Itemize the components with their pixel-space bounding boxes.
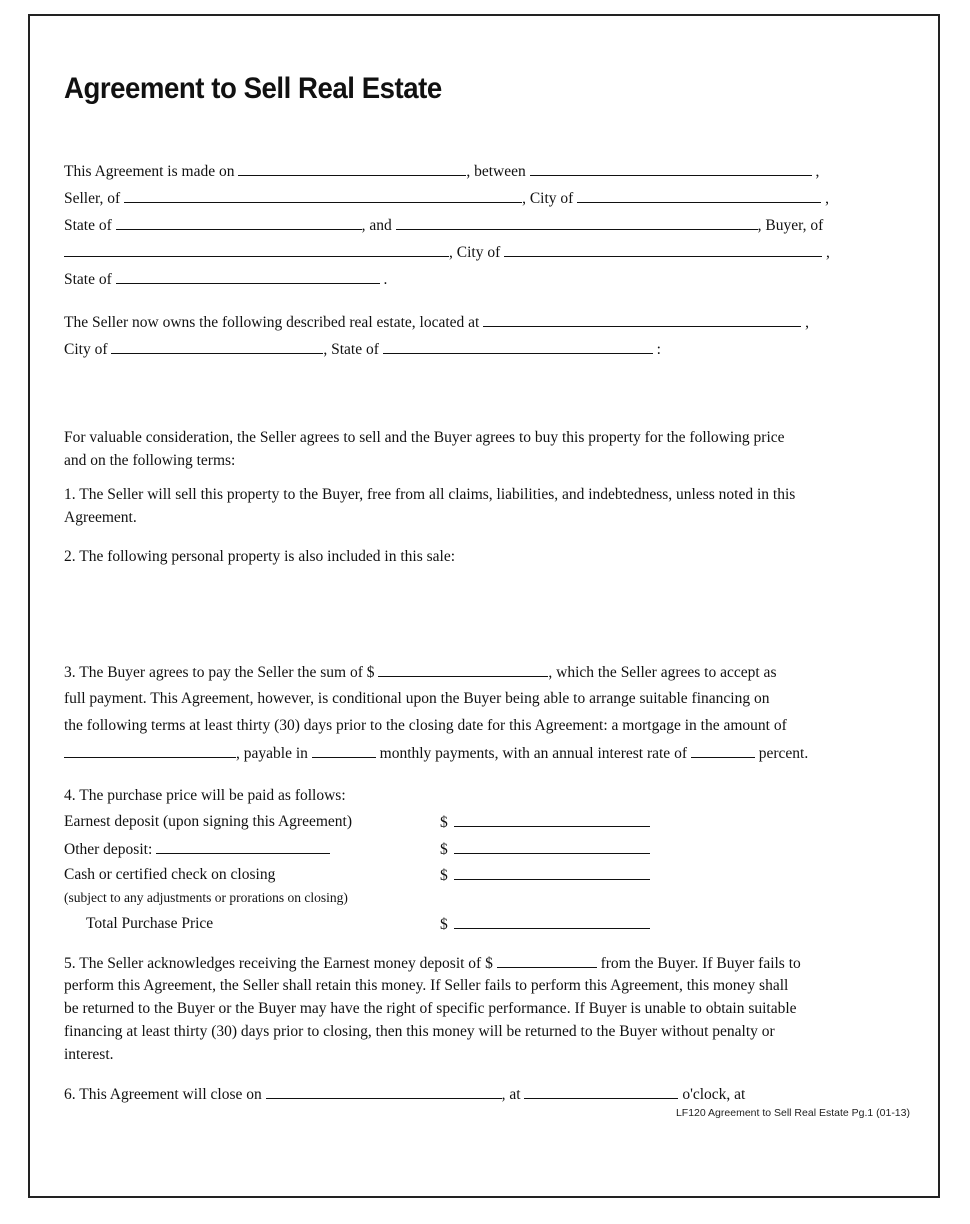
monthly-payments-count-field[interactable] <box>312 743 376 758</box>
buyer-state-field[interactable] <box>116 269 380 284</box>
buyer-name-field[interactable] <box>396 215 758 230</box>
buyer-city-field[interactable] <box>504 242 822 257</box>
total-price-amount: $ <box>440 914 650 935</box>
total-price-field[interactable] <box>454 914 650 929</box>
interest-rate-field[interactable] <box>691 743 755 758</box>
purchase-sum-field[interactable] <box>378 662 548 677</box>
cash-closing-note: (subject to any adjustments or prorations on closing) <box>64 890 348 905</box>
clause4-heading: 4. The purchase price will be paid as follows: <box>64 787 346 804</box>
seller-address-field[interactable] <box>124 188 522 203</box>
total-price-label: Total Purchase Price <box>86 915 214 932</box>
earnest-deposit-amount: $ <box>440 812 650 833</box>
closing-date-field[interactable] <box>266 1084 502 1099</box>
clause5-line-1: 5. The Seller acknowledges receiving the Earnest money deposit of $ from the Buyer. If Buyer fails to <box>64 955 801 972</box>
mortgage-amount-field[interactable] <box>64 743 236 758</box>
parties-line-3: State of , and , Buyer, of <box>64 217 824 234</box>
property-state-field[interactable] <box>383 339 653 354</box>
clause1-line-2: Agreement. <box>64 509 137 526</box>
clause5-line-5: interest. <box>64 1046 114 1063</box>
clause3-line-4: , payable in monthly payments, with an annual interest rate of percent. <box>64 743 808 764</box>
agreement-date-field[interactable] <box>238 161 466 176</box>
property-line-2: City of , State of : <box>64 341 661 358</box>
parties-line-1: This Agreement is made on , between , <box>64 163 820 180</box>
other-deposit-description-field[interactable] <box>156 839 330 854</box>
clause3-line-3: the following terms at least thirty (30) days prior to the closing date for this Agreement: a mortgage in the amount of <box>64 717 787 734</box>
clause1-line-1: 1. The Seller will sell this property to the Buyer, free from all claims, liabilities, and indebtedness, unless noted in this <box>64 486 796 503</box>
clause5-line-2: perform this Agreement, the Seller shall retain this money. If Seller fails to perform this Agreement, this money shall <box>64 977 789 994</box>
seller-name-field[interactable] <box>530 161 812 176</box>
clause3-line-1: 3. The Buyer agrees to pay the Seller the sum of $ , which the Seller agrees to accept as <box>64 664 777 681</box>
other-deposit-row: Other deposit: <box>64 839 330 860</box>
personal-property-area[interactable] <box>64 572 874 652</box>
seller-state-field[interactable] <box>116 215 362 230</box>
property-location-field[interactable] <box>483 312 801 327</box>
other-deposit-field[interactable] <box>454 839 650 854</box>
clause6-line-1: 6. This Agreement will close on , at o'clock, at <box>64 1086 746 1103</box>
parties-line-4: , City of , <box>64 242 830 263</box>
earnest-deposit-label: Earnest deposit (upon signing this Agreement) <box>64 813 352 830</box>
clause3-line-2: full payment. This Agreement, however, is conditional upon the Buyer being able to arrange suitable financing on <box>64 690 770 707</box>
buyer-address-field[interactable] <box>64 242 449 257</box>
parties-line-5: State of . <box>64 271 388 288</box>
cash-closing-amount: $ <box>440 865 650 886</box>
seller-city-field[interactable] <box>577 188 821 203</box>
clause2-line-1: 2. The following personal property is also included in this sale: <box>64 548 456 565</box>
property-line-1: The Seller now owns the following described real estate, located at , <box>64 314 809 331</box>
earnest-deposit-field[interactable] <box>454 812 650 827</box>
other-deposit-amount: $ <box>440 839 650 860</box>
consideration-line-2: and on the following terms: <box>64 452 236 469</box>
document-title: Agreement to Sell Real Estate <box>64 72 442 105</box>
cash-closing-label: Cash or certified check on closing <box>64 866 276 883</box>
clause5-line-3: be returned to the Buyer or the Buyer may have the right of specific performance. If Buyer is unable to obtain suitable <box>64 1000 797 1017</box>
form-footer: LF120 Agreement to Sell Real Estate Pg.1 (01-13) <box>675 1107 910 1119</box>
parties-line-2: Seller, of , City of , <box>64 190 829 207</box>
consideration-line-1: For valuable consideration, the Seller agrees to sell and the Buyer agrees to buy this property for the following price <box>64 429 785 446</box>
earnest-money-received-field[interactable] <box>497 953 597 968</box>
cash-closing-field[interactable] <box>454 865 650 880</box>
closing-time-field[interactable] <box>524 1084 678 1099</box>
clause5-line-4: financing at least thirty (30) days prior to closing, then this money will be returned to the Buyer without penalty or <box>64 1023 775 1040</box>
property-city-field[interactable] <box>111 339 323 354</box>
